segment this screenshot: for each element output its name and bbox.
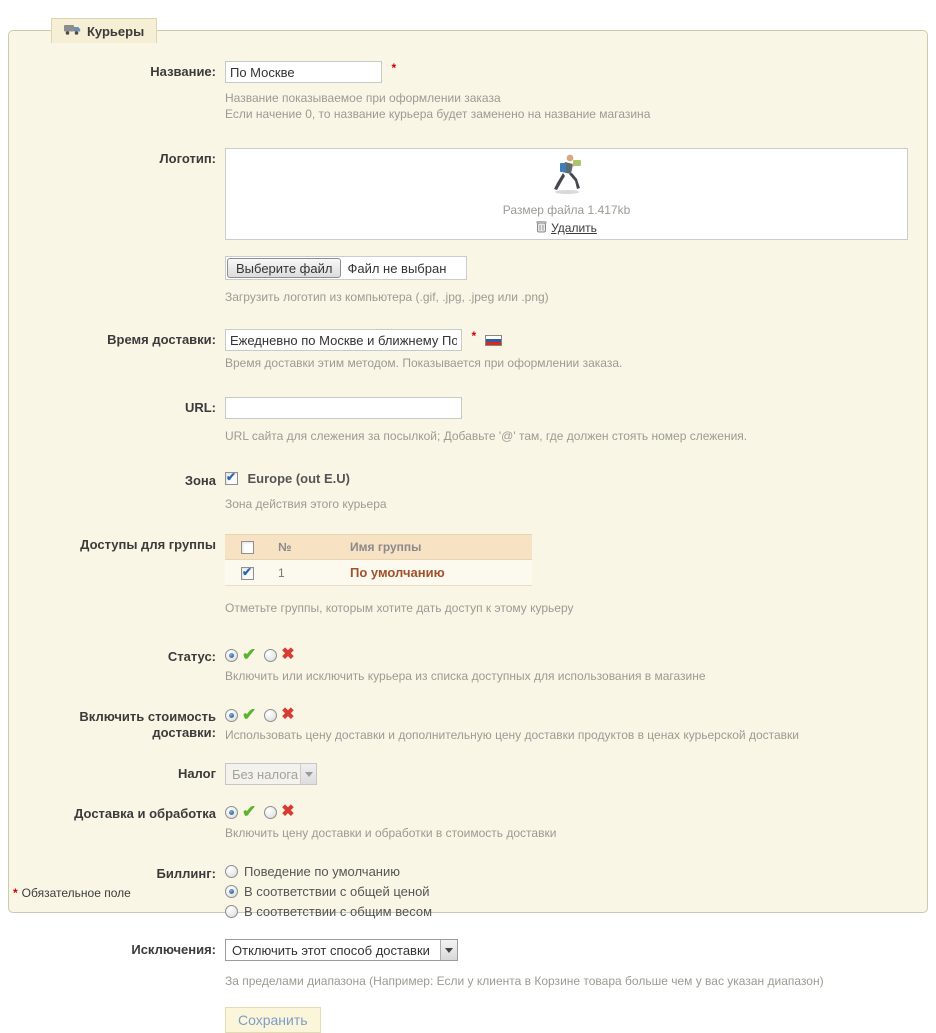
include-shipping-label: Включить стоимость доставки: [79,709,216,741]
logo-label: Логотип: [159,151,216,166]
include-shipping-on-check-icon: ✔ [242,705,257,725]
billing-total-price-label: В соответствии с общей ценой [244,884,430,900]
logo-help: Загрузить логотип из компьютера (.gif, .jpg, .jpeg или .png) [225,290,549,304]
name-help-line2: Если начение 0, то название курьера будет заменено на название магазина [225,107,651,121]
include-shipping-help: Использовать цену доставки и дополнительную цену доставки продуктов в ценах курьерской доставки [225,728,799,743]
status-label: Статус: [167,649,216,665]
groups-row [13,534,923,616]
couriers-panel [8,18,928,1029]
required-field-note [13,886,131,900]
shipping-handling-help: Включить цену доставки и обработки в стоимость доставки [225,826,557,841]
billing-option-total-price [225,883,923,900]
logo-delete-label: Удалить [551,220,597,235]
trash-icon [536,220,547,236]
truck-icon [64,23,81,39]
required-asterisk: * [13,886,18,900]
group-row-checkbox[interactable] [241,567,254,580]
save-button[interactable]: Сохранить [225,1007,321,1033]
tax-selected-value: Без налога [232,766,299,782]
status-row [13,646,923,684]
required-note-text: Обязательное поле [21,886,131,900]
name-row [13,61,923,122]
shipping-handling-label: Доставка и обработка [74,806,216,822]
billing-option-total-weight [225,903,923,920]
logo-row [13,148,923,305]
courier-runner-image [547,153,587,200]
zone-label: Зона [184,473,216,488]
panel-title: Курьеры [87,23,145,39]
groups-header-row [225,535,532,560]
tax-dropdown-arrow-icon [300,764,316,784]
delivery-time-label: Время доставки: [107,332,216,347]
billing-total-price-radio[interactable] [225,885,238,898]
billing-total-weight-label: В соответствии с общим весом [244,904,433,920]
name-help-line1: Название показываемое при оформлении заказа [225,91,501,105]
billing-default-label: Поведение по умолчанию [244,864,400,880]
logo-file-size: Размер файла 1.417kb [502,202,631,217]
save-row [13,1007,923,1033]
delivery-time-row [13,329,923,371]
tax-label: Налог [177,766,216,782]
status-help: Включить или исключить курьера из списка доступных для использования в магазине [225,669,706,684]
billing-label: Биллинг: [156,866,216,882]
include-shipping-on-radio[interactable] [225,709,238,722]
status-on-radio[interactable] [225,649,238,662]
groups-data-row [225,560,532,586]
groups-col-num: № [270,535,342,560]
shipping-handling-off-radio[interactable] [264,806,277,819]
russia-flag-icon [485,335,502,346]
include-shipping-off-radio[interactable] [264,709,277,722]
shipping-handling-on-radio[interactable] [225,806,238,819]
name-required-asterisk: * [391,61,397,75]
include-shipping-off-x-icon: ✖ [281,706,295,724]
status-on-check-icon: ✔ [242,645,257,665]
group-row-num: 1 [270,560,342,586]
zone-option-label: Europe (out E.U) [247,471,350,487]
exclusions-selected-value: Отключить этот способ доставки [232,942,430,958]
groups-table [225,534,532,586]
groups-label: Доступы для группы [80,537,216,552]
exclusions-label: Исключения: [131,942,216,958]
exclusions-row [13,939,923,989]
no-file-chosen-text: Файл не выбран [347,260,447,276]
tax-select [225,763,317,785]
tax-row [13,763,923,785]
exclusions-help: За пределами диапазона (Например: Если у клиента в Корзине товара больше чем у вас указан диапазон) [225,974,824,989]
groups-col-name: Имя группы [342,535,532,560]
name-input[interactable] [225,61,382,83]
status-off-radio[interactable] [264,649,277,662]
shipping-handling-off-x-icon: ✖ [281,803,295,821]
billing-option-default [225,863,923,880]
choose-file-button[interactable]: Выберите файл [227,258,341,278]
logo-preview-box [225,148,908,240]
zone-help: Зона действия этого курьера [225,497,387,511]
shipping-handling-on-check-icon: ✔ [242,802,257,822]
delivery-time-help: Время доставки этим методом. Показывается при оформлении заказа. [225,356,623,370]
logo-file-input[interactable] [225,256,467,280]
billing-total-weight-radio[interactable] [225,905,238,918]
panel-legend [51,18,157,43]
group-row-name: По умолчанию [350,565,445,581]
url-label: URL: [184,400,216,415]
exclusions-select[interactable] [225,939,458,961]
groups-help: Отметьте группы, которым хотите дать доступ к этому курьеру [225,601,574,616]
billing-row [13,863,923,923]
zone-row [13,470,923,512]
shipping-handling-row [13,803,923,841]
groups-select-all-checkbox[interactable] [241,541,254,554]
exclusions-dropdown-arrow-icon [440,940,457,960]
url-row [13,397,923,444]
logo-delete-link[interactable] [536,220,597,236]
zone-checkbox[interactable] [225,472,238,485]
status-off-x-icon: ✖ [281,646,295,664]
include-shipping-row [13,706,923,743]
billing-default-radio[interactable] [225,865,238,878]
name-label: Название: [150,64,216,79]
delivery-time-input[interactable] [225,329,462,351]
url-input[interactable] [225,397,462,419]
delivery-time-required-asterisk: * [471,329,477,343]
url-help: URL сайта для слежения за посылкой; Добавьте '@' там, где должен стоять номер слежения. [225,429,748,443]
